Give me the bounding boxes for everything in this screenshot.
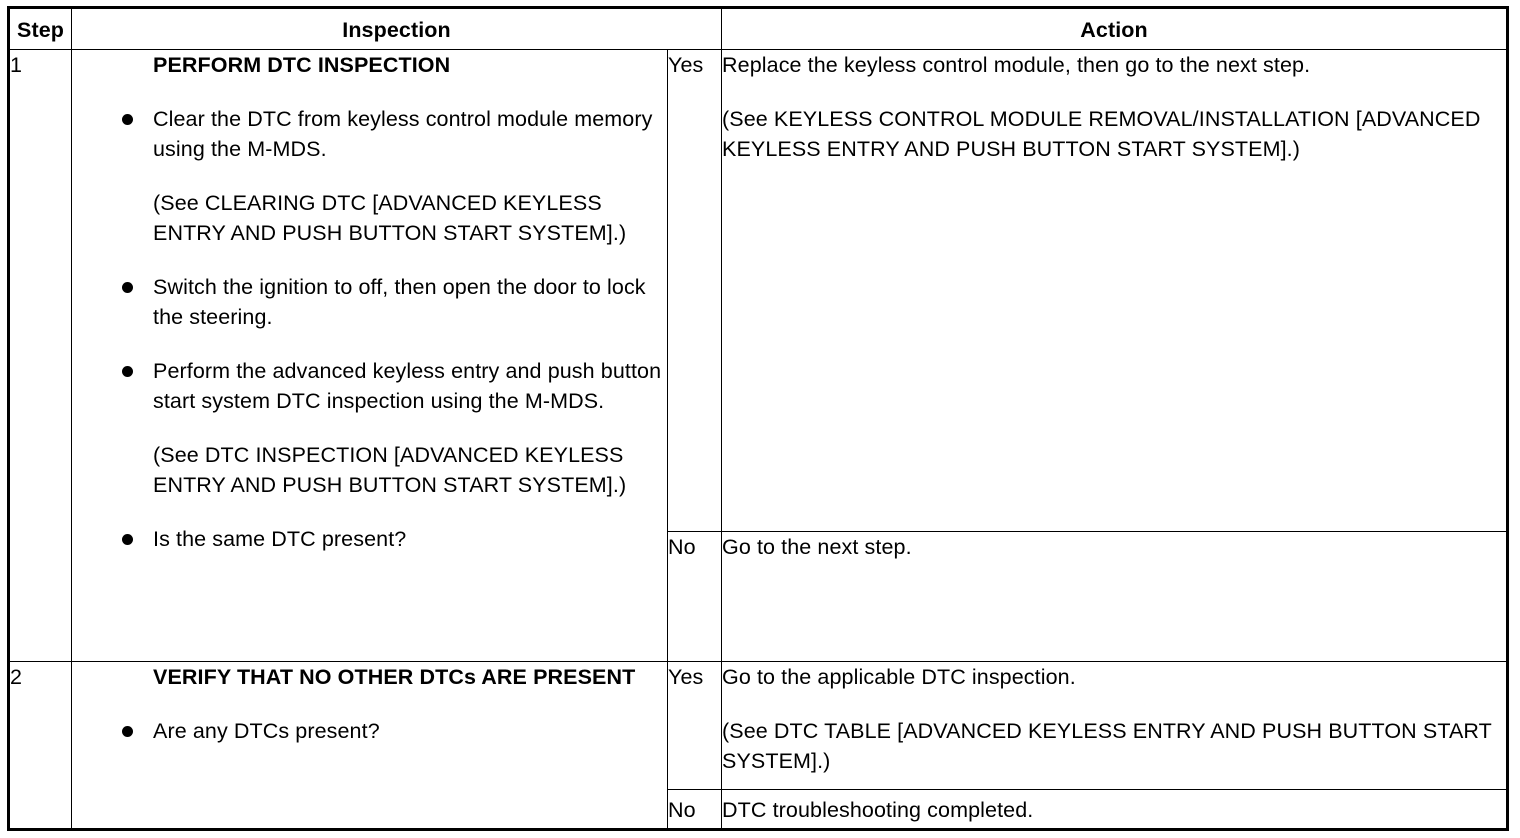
yes-action-text: Go to the applicable DTC inspection. [722,665,1076,689]
no-action-text: Go to the next step. [722,535,912,559]
inspection-item-text: Clear the DTC from keyless control module memory using the M-MDS. [153,107,653,161]
inspection-item [153,524,667,554]
yes-action-cell [722,50,1508,532]
yes-action-text: Replace the keyless control module, then go to the next step. [722,53,1311,77]
no-action-cell [722,790,1508,830]
inspection-reference: (See DTC INSPECTION [ADVANCED KEYLESS ENTRY AND PUSH BUTTON START SYSTEM].) [153,443,627,497]
inspection-item-text: Is the same DTC present? [153,527,407,551]
step-1-yes-row [9,50,1508,532]
header-row [9,8,1508,50]
action-header: Action [722,8,1508,50]
inspection-item-text: Switch the ignition to off, then open the door to lock the steering. [153,275,646,329]
yes-action-reference: (See KEYLESS CONTROL MODULE REMOVAL/INSTALLATION [ADVANCED KEYLESS ENTRY AND PUSH BUTTON START SYSTEM].) [722,107,1481,161]
no-action-cell [722,532,1508,662]
troubleshooting-table [7,6,1509,831]
inspection-cell [72,662,668,830]
step-number: 1 [9,50,72,662]
bullet-icon [122,282,133,293]
no-action-text: DTC troubleshooting completed. [722,798,1034,822]
yes-action-cell [722,662,1508,790]
bullet-icon [122,114,133,125]
step-number: 2 [9,662,72,830]
inspection-item [153,104,667,164]
inspection-cell [72,50,668,662]
bullet-icon [122,366,133,377]
inspection-title: VERIFY THAT NO OTHER DTCs ARE PRESENT [153,665,636,689]
yes-label: Yes [668,50,722,532]
yes-action-reference: (See DTC TABLE [ADVANCED KEYLESS ENTRY AND PUSH BUTTON START SYSTEM].) [722,719,1492,773]
bullet-icon [122,534,133,545]
inspection-item [153,716,667,746]
inspection-reference: (See CLEARING DTC [ADVANCED KEYLESS ENTRY AND PUSH BUTTON START SYSTEM].) [153,191,627,245]
no-label: No [668,790,722,830]
step-header: Step [9,8,72,50]
step-2-yes-row [9,662,1508,790]
bullet-icon [122,726,133,737]
yes-label: Yes [668,662,722,790]
inspection-header: Inspection [72,8,722,50]
no-label: No [668,532,722,662]
inspection-title: PERFORM DTC INSPECTION [153,53,451,77]
inspection-item [153,272,667,332]
inspection-item [153,356,667,416]
inspection-item-text: Are any DTCs present? [153,719,380,743]
inspection-item-text: Perform the advanced keyless entry and push button start system DTC inspection using the M-MDS. [153,359,662,413]
